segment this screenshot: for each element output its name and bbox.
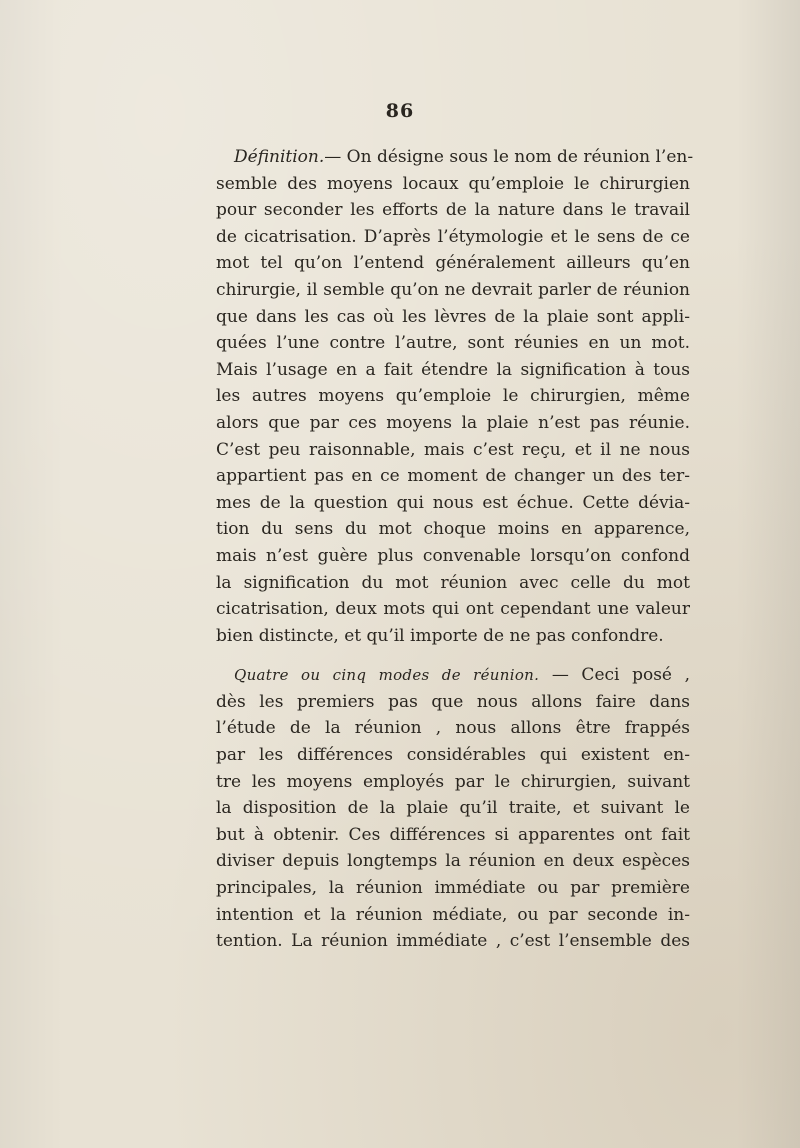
text-line: C’est peu raisonnable, mais c’est reçu, et il ne nous	[216, 439, 690, 460]
text-line: tre les moyens employés par le chirurgien, suivant	[216, 771, 690, 792]
text-line: mes de la question qui nous est échue. Cette dévia-	[216, 492, 690, 513]
page-number: 86	[385, 100, 415, 122]
text-line: diviser depuis longtemps la réunion en deux espèces	[216, 851, 690, 872]
text-line: chirurgie, il semble qu’on ne devrait parler de réunion	[216, 279, 690, 300]
text-line: les autres moyens qu’emploie le chirurgien, même	[216, 386, 690, 407]
text-line: la signification du mot réunion avec celle du mot	[216, 572, 690, 593]
text-line: que dans les cas où les lèvres de la plaie sont appli-	[216, 306, 690, 327]
text-line: appartient pas en ce moment de changer un des ter-	[216, 466, 690, 487]
text-line: pour seconder les efforts de la nature dans le travail	[216, 200, 690, 221]
text-line	[216, 662, 690, 689]
text-line: tion du sens du mot choque moins en apparence,	[216, 519, 690, 540]
text-line: bien distincte, et qu’il importe de ne pas confondre.	[216, 625, 664, 646]
body-text	[216, 144, 694, 955]
text-line: la disposition de la plaie qu’il traite, et suivant le	[216, 798, 690, 819]
text-line: l’étude de la réunion , nous allons être frappés	[216, 718, 690, 739]
text-line: de cicatrisation. D’après l’étymologie et le sens de ce	[216, 226, 690, 247]
text-line: cicatrisation, deux mots qui ont cependant une valeur	[216, 599, 690, 620]
text-line: semble des moyens locaux qu’emploie le chirurgien	[216, 173, 690, 194]
text-line: par les différences considérables qui existent en-	[216, 745, 690, 766]
section-heading-modes: Quatre ou cinq modes de réunion.	[234, 666, 540, 685]
text-line: quées l’une contre l’autre, sont réunies en un mot.	[216, 333, 690, 354]
text-line: tention. La réunion immédiate , c’est l’ensemble des	[216, 931, 690, 952]
line-text: — Ceci posé ,	[551, 665, 691, 686]
text-line: principales, la réunion immédiate ou par première	[216, 878, 690, 899]
text-line: mais n’est guère plus convenable lorsqu’on confond	[216, 545, 690, 566]
text-line: dès les premiers pas que nous allons faire dans	[216, 691, 690, 712]
text-line	[216, 144, 694, 171]
text-line: alors que par ces moyens la plaie n’est pas réunie.	[216, 412, 690, 433]
text-line: intention et la réunion médiate, ou par seconde in-	[216, 904, 690, 925]
text-line: but à obtenir. Ces différences si apparentes ont fait	[216, 824, 690, 845]
text-line: Mais l’usage en a fait étendre la signification à tous	[216, 359, 690, 380]
section-heading-definition: Définition.	[234, 147, 325, 167]
paragraph-gap	[216, 649, 690, 662]
text-line: mot tel qu’on l’entend généralement ailleurs qu’en	[216, 253, 690, 274]
line-text: — On désigne sous le nom de réunion l’en-	[324, 147, 694, 167]
